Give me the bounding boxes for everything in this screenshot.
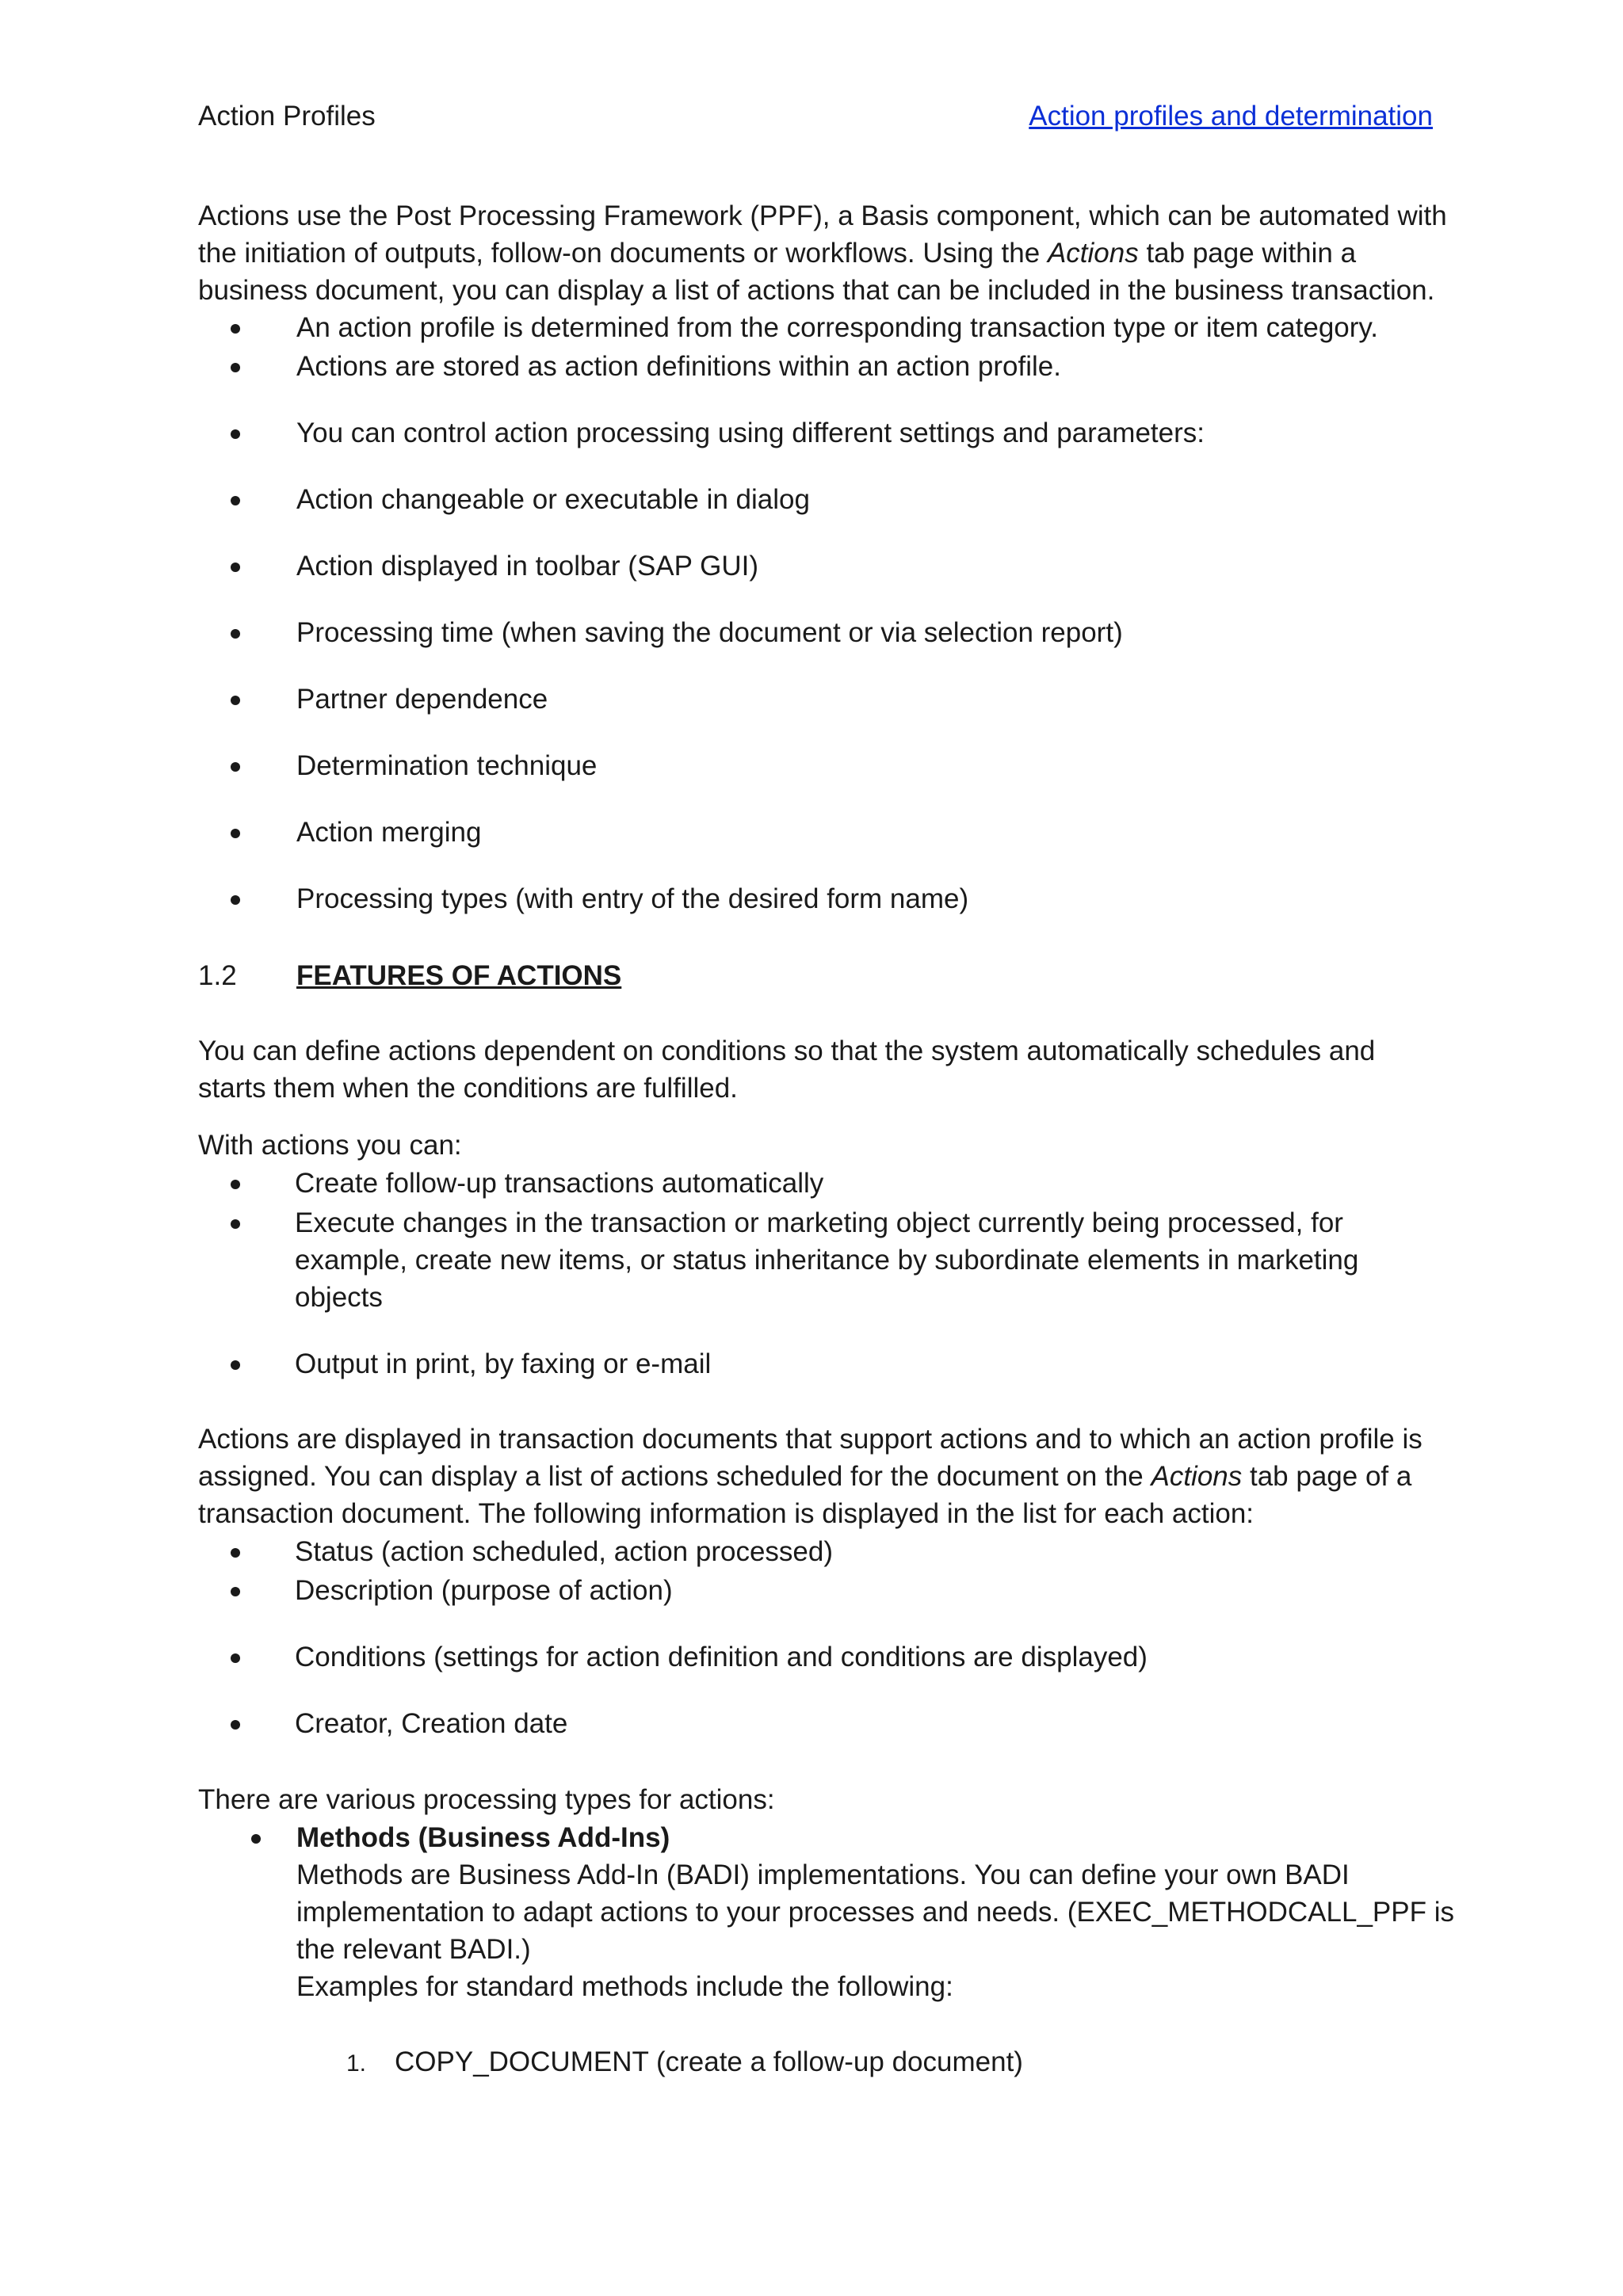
list-item: Determination technique xyxy=(296,750,598,781)
header-link-action-profiles[interactable]: Action profiles and determination xyxy=(1029,101,1433,132)
intro-line-2-start: the initiation of outputs, follow-on documents or workflows. Using the xyxy=(198,238,1048,269)
list-item-continuation: example, create new items, or status inheritance by subordinate elements in marketing xyxy=(295,1245,1359,1276)
list-item: An action profile is determined from the corresponding transaction type or item category. xyxy=(296,312,1379,343)
list-item: Processing time (when saving the document or via selection report) xyxy=(296,617,1123,648)
bullet-dot xyxy=(231,363,240,372)
bullet-dot xyxy=(231,629,240,639)
list-item: Execute changes in the transaction or marketing object currently being processed, for xyxy=(295,1207,1343,1238)
processing-intro: There are various processing types for actions: xyxy=(198,1784,775,1815)
with-actions-label: With actions you can: xyxy=(198,1130,462,1161)
list-item-continuation: objects xyxy=(295,1282,383,1313)
methods-line-2: implementation to adapt actions to your processes and needs. (EXEC_METHODCALL_PPF is xyxy=(296,1897,1454,1928)
display-para-line-3: transaction document. The following information is displayed in the list for each action: xyxy=(198,1498,1254,1529)
section-number: 1.2 xyxy=(198,960,237,991)
intro-line-2-end: tab page within a xyxy=(1138,238,1357,269)
features-para-line-1: You can define actions dependent on conditions so that the system automatically schedules and xyxy=(198,1035,1376,1066)
intro-line-3: business document, you can display a list of actions that can be included in the business transaction. xyxy=(198,275,1435,306)
bullet-dot xyxy=(231,496,240,505)
bullet-dot xyxy=(231,563,240,572)
list-item: Conditions (settings for action definition and conditions are displayed) xyxy=(295,1642,1148,1672)
bullet-dot xyxy=(251,1834,261,1844)
bullet-dot xyxy=(231,895,240,905)
page-header-title: Action Profiles xyxy=(198,101,376,132)
methods-line-1: Methods are Business Add-In (BADI) implementations. You can define your own BADI xyxy=(296,1859,1350,1890)
numbered-item: COPY_DOCUMENT (create a follow-up document) xyxy=(395,2046,1023,2077)
numbered-marker: 1. xyxy=(346,2050,367,2077)
display-para-line-1: Actions are displayed in transaction documents that support actions and to which an action profile is xyxy=(198,1424,1423,1455)
display-actions-term: Actions xyxy=(1151,1461,1243,1492)
list-item: Create follow-up transactions automatically xyxy=(295,1168,824,1199)
section-title: FEATURES OF ACTIONS xyxy=(296,960,622,991)
bullet-dot xyxy=(231,1587,240,1596)
bullet-dot xyxy=(231,1720,240,1730)
methods-line-4: Examples for standard methods include the following: xyxy=(296,1971,953,2002)
display-line-2-end: tab page of a xyxy=(1242,1461,1412,1492)
bullet-dot xyxy=(231,1219,240,1229)
bullet-dot xyxy=(231,429,240,439)
bullet-dot xyxy=(231,829,240,838)
bullet-dot xyxy=(231,1548,240,1558)
features-para-line-2: starts them when the conditions are fulfilled. xyxy=(198,1073,738,1104)
bullet-dot xyxy=(231,762,240,772)
list-item: Action displayed in toolbar (SAP GUI) xyxy=(296,551,758,582)
list-item: Description (purpose of action) xyxy=(295,1575,673,1606)
methods-title: Methods (Business Add-Ins) xyxy=(296,1822,670,1853)
list-item: Action merging xyxy=(296,817,482,848)
bullet-dot xyxy=(231,696,240,705)
list-item: Creator, Creation date xyxy=(295,1708,568,1739)
intro-line-1: Actions use the Post Processing Framework (PPF), a Basis component, which can be automated with xyxy=(198,200,1447,231)
bullet-dot xyxy=(231,1360,240,1370)
list-item: You can control action processing using different settings and parameters: xyxy=(296,418,1205,448)
display-line-2-start: assigned. You can display a list of actions scheduled for the document on the xyxy=(198,1461,1151,1492)
intro-line-2 xyxy=(198,235,1356,272)
bullet-dot xyxy=(231,324,240,334)
display-para-line-2 xyxy=(198,1458,1411,1495)
methods-line-3: the relevant BADI.) xyxy=(296,1934,531,1965)
list-item: Processing types (with entry of the desired form name) xyxy=(296,883,969,914)
list-item: Actions are stored as action definitions within an action profile. xyxy=(296,351,1061,382)
bullet-dot xyxy=(231,1180,240,1189)
list-item: Action changeable or executable in dialog xyxy=(296,484,810,515)
list-item: Status (action scheduled, action processed) xyxy=(295,1536,833,1567)
intro-actions-term: Actions xyxy=(1047,238,1139,269)
bullet-dot xyxy=(231,1653,240,1663)
list-item: Output in print, by faxing or e-mail xyxy=(295,1348,712,1379)
list-item: Partner dependence xyxy=(296,684,548,715)
